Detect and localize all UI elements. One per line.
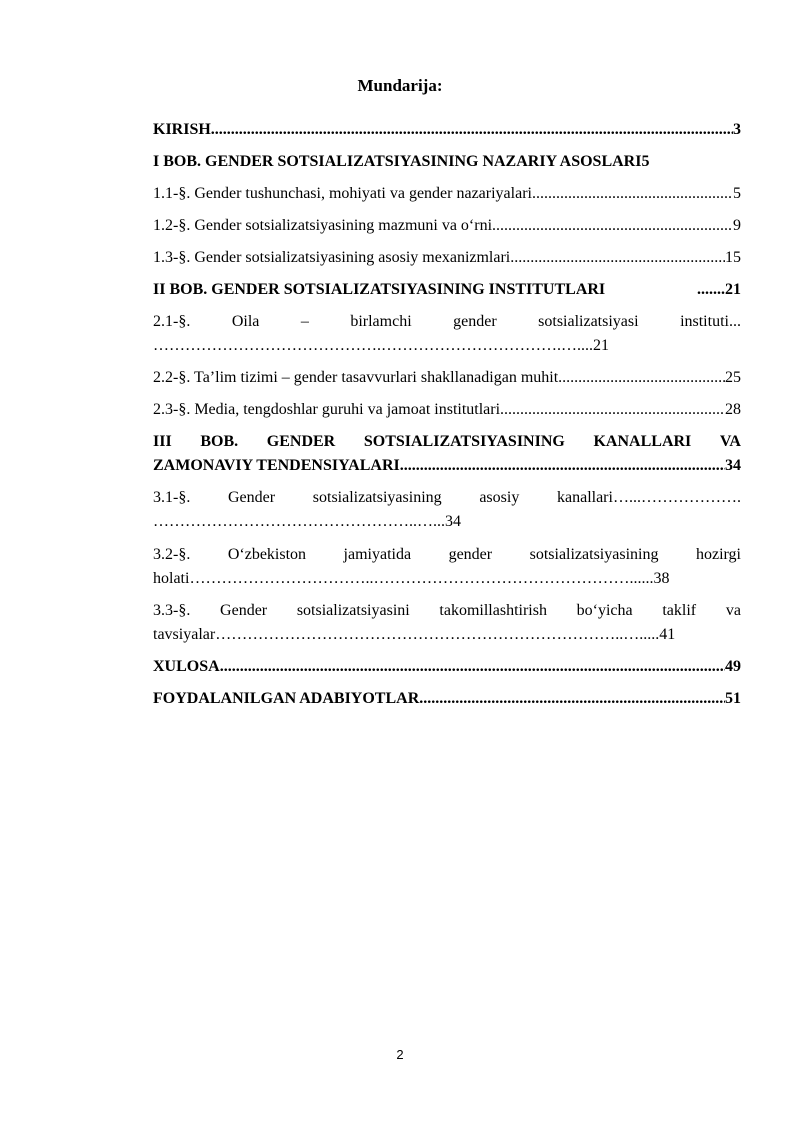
toc-entry-chapter-3[interactable] [153, 430, 741, 478]
toc-word: taklif [662, 602, 697, 619]
toc-entry-line-2 [153, 454, 741, 478]
toc-entry-text: holati [153, 570, 190, 587]
toc-entry-text: 2.2-§. Ta’lim tizimi – gender tasavvurlari shakllanadigan muhit [153, 369, 559, 386]
toc-word: sotsializatsiyasi [538, 313, 639, 330]
toc-leader-dots [558, 366, 725, 390]
toc-word: birlamchi [350, 313, 412, 330]
toc-word: sotsializatsiyasining [529, 546, 659, 563]
toc-leader-dots [211, 118, 733, 142]
toc-leader-dots [500, 398, 725, 422]
toc-leader-dots [532, 182, 733, 206]
toc-word: bo‘yicha [576, 602, 633, 619]
toc-word: gender [453, 313, 497, 330]
toc-word: 3.1-§. [153, 489, 191, 506]
toc-leader-dots [419, 687, 725, 711]
toc-entry-text: 2.3-§. Media, tengdoshlar guruhi va jamoat institutlari [153, 401, 501, 418]
toc-page-number: 9 [733, 217, 741, 234]
toc-page-number: 5 [641, 153, 650, 170]
toc-word: asosiy [479, 489, 520, 506]
toc-title: Mundarija: [357, 76, 443, 95]
toc-entry-section-1-2[interactable] [153, 214, 741, 238]
toc-word: BOB. [200, 433, 239, 450]
toc-entry-text: 1.2-§. Gender sotsializatsiyasining mazmuni va o‘rni [153, 217, 493, 234]
toc-word: O‘zbekiston [227, 546, 307, 563]
page-number: 2 [396, 1047, 404, 1062]
toc-entry-kirish[interactable] [153, 118, 741, 142]
toc-entry-text: 1.3-§. Gender sotsializatsiyasining asosiy mexanizmlari [153, 249, 511, 266]
toc-entry-adabiyotlar[interactable] [153, 687, 741, 711]
toc-word: III [153, 433, 172, 450]
toc-page-number: 51 [725, 690, 741, 707]
toc-entry-line-2 [153, 623, 741, 647]
toc-entry-chapter-2[interactable] [153, 278, 741, 302]
toc-entry-line-1 [153, 430, 741, 454]
toc-entry-line-1 [153, 486, 741, 510]
toc-word: 3.3-§. [153, 602, 191, 619]
toc-word: gender [448, 546, 493, 563]
toc-entry-line-1 [153, 599, 741, 623]
toc-entry-text: FOYDALANILGAN ADABIYOTLAR [153, 690, 420, 707]
toc-word: Gender [228, 489, 276, 506]
toc-entry-line-2 [153, 510, 741, 534]
toc-word: SOTSIALIZATSIYASINING [363, 433, 565, 450]
toc-word: jamiyatida [343, 546, 412, 563]
toc-leader-and-page: …………………………………………..…...34 [153, 513, 461, 530]
toc-page-number: .......21 [697, 281, 741, 298]
toc-word: Gender [220, 602, 268, 619]
toc-word: sotsializatsiyasining [312, 489, 442, 506]
toc-page-number: 49 [725, 658, 741, 675]
toc-entry-section-3-3[interactable] [153, 599, 741, 647]
table-of-contents [153, 118, 741, 711]
toc-word: va [725, 602, 741, 619]
toc-word: instituti... [680, 313, 741, 330]
toc-leader-dots [492, 214, 733, 238]
toc-page-number: 5 [733, 185, 741, 202]
toc-word: KANALLARI [593, 433, 692, 450]
toc-leader-and-page: …………………………………….…………………………….…....21 [153, 337, 609, 354]
toc-entry-xulosa[interactable] [153, 655, 741, 679]
toc-entry-section-2-3[interactable] [153, 398, 741, 422]
toc-entry-text: XULOSA [153, 658, 220, 675]
toc-entry-text: 1.1-§. Gender tushunchasi, mohiyati va gender nazariyalari [153, 185, 532, 202]
toc-entry-text: tavsiyalar [153, 626, 216, 643]
toc-leader-dots [220, 655, 725, 679]
toc-word: VA [719, 433, 741, 450]
toc-entry-line-1 [153, 310, 741, 334]
toc-page-number: 34 [725, 457, 741, 474]
toc-page-number: 25 [725, 369, 741, 386]
toc-entry-line-2 [153, 567, 741, 591]
toc-word: hozirgi [695, 546, 741, 563]
toc-leader-and-page: ……………………………..…………………………………………......38 [189, 570, 670, 587]
toc-leader-dots [510, 246, 725, 270]
toc-page-number: 3 [733, 121, 741, 138]
toc-entry-section-3-2[interactable] [153, 543, 741, 591]
toc-word: Oila [231, 313, 260, 330]
toc-page-number: 15 [725, 249, 741, 266]
toc-word: takomillashtirish [439, 602, 547, 619]
toc-word: sotsializatsiyasini [296, 602, 410, 619]
toc-entry-chapter-1[interactable] [153, 150, 741, 174]
toc-entry-section-1-3[interactable] [153, 246, 741, 270]
toc-word: 3.2-§. [153, 546, 191, 563]
toc-entry-section-2-1[interactable] [153, 310, 741, 358]
toc-leader-dots [400, 454, 725, 478]
toc-word: GENDER [266, 433, 336, 450]
toc-entry-line-1 [153, 543, 741, 567]
toc-entry-text: KIRISH [153, 121, 211, 138]
toc-word: kanallari…...………………. [556, 489, 741, 506]
toc-entry-line-2 [153, 334, 741, 358]
toc-entry-section-3-1[interactable] [153, 486, 741, 534]
toc-entry-text: II BOB. GENDER SOTSIALIZATSIYASINING INSTITUTLARI [153, 281, 606, 298]
toc-entry-section-2-2[interactable] [153, 366, 741, 390]
toc-entry-section-1-1[interactable] [153, 182, 741, 206]
toc-entry-text: I BOB. GENDER SOTSIALIZATSIYASINING NAZARIY ASOSLARI [153, 153, 642, 170]
toc-page-number: 28 [725, 401, 741, 418]
toc-leader-and-page: …………………………………………………………………..….....41 [215, 626, 676, 643]
toc-word: – [300, 313, 309, 330]
toc-word: 2.1-§. [153, 313, 191, 330]
toc-entry-text: ZAMONAVIY TENDENSIYALARI [153, 457, 400, 474]
